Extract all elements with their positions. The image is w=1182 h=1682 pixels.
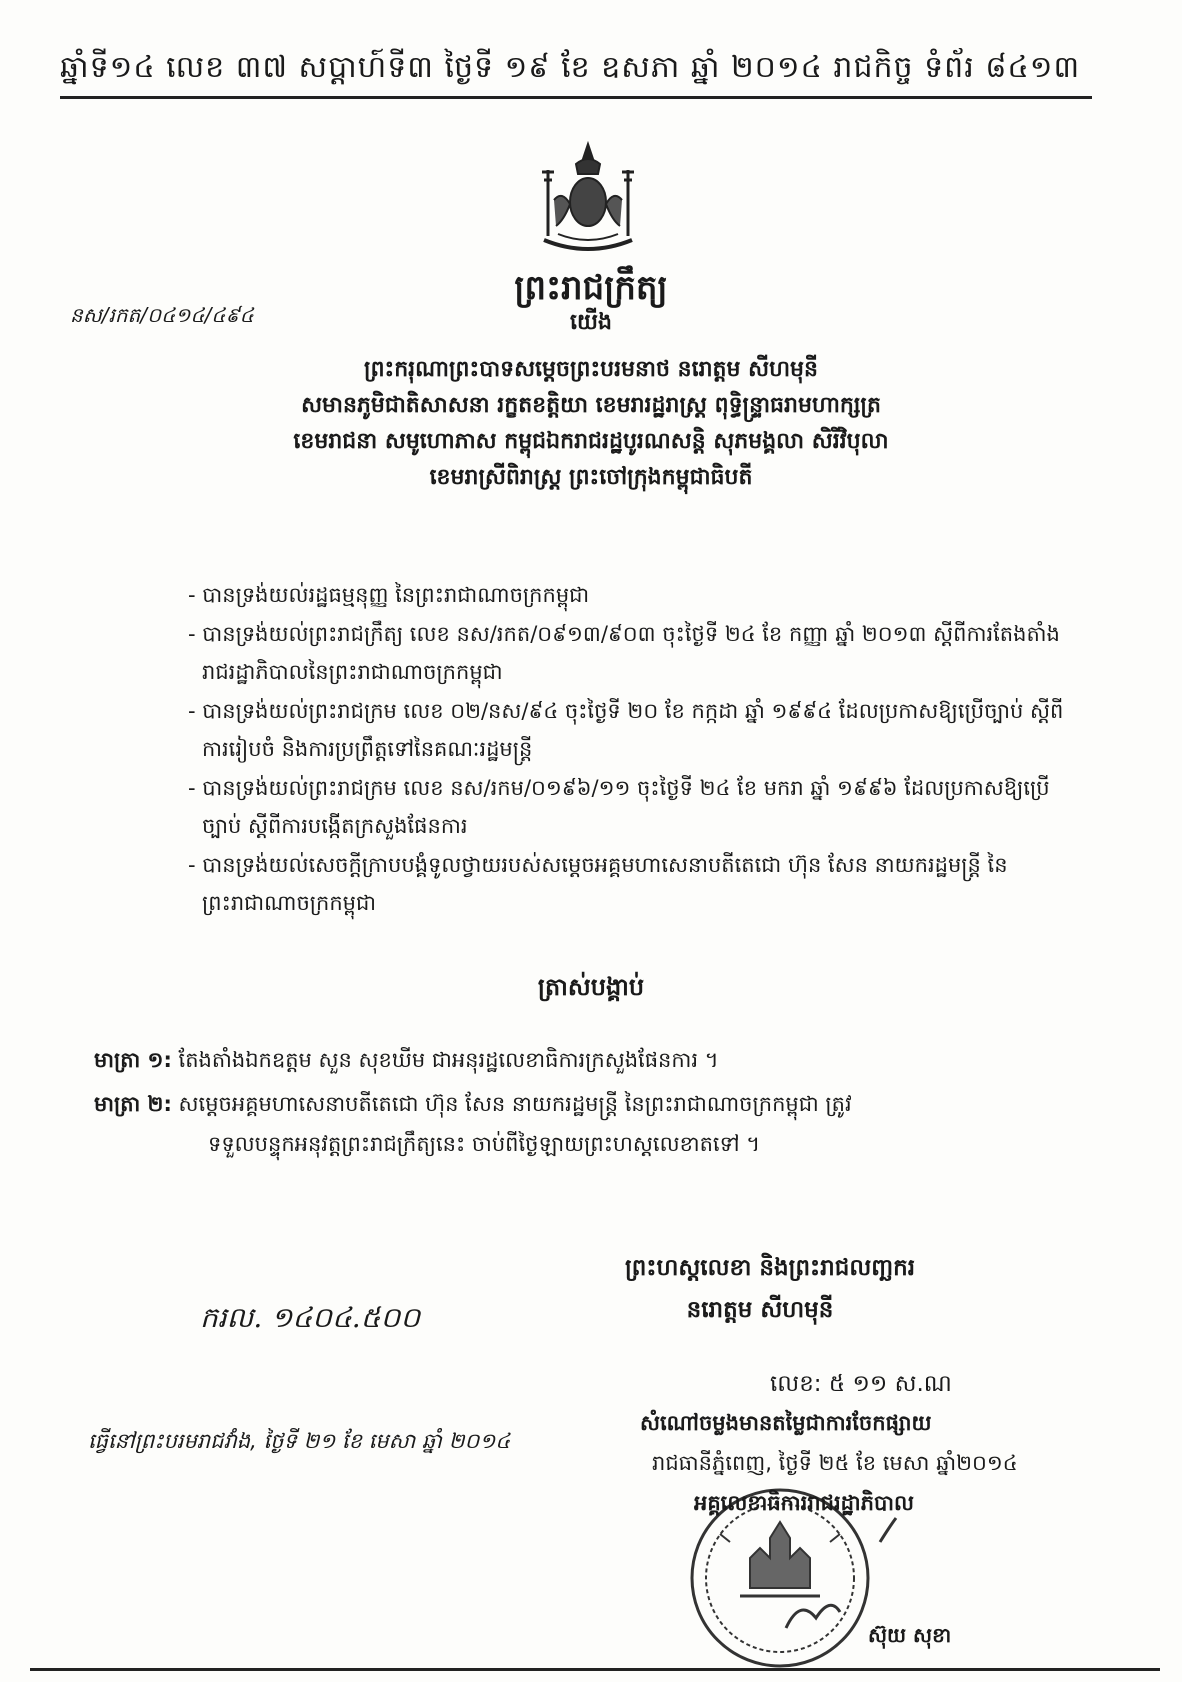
royal-title-line: ខេមរាស្រីពិរាស្ត្រ ព្រះចៅក្រុងកម្ពុជាធិបតី	[429, 465, 753, 490]
article-label: មាត្រា ២:	[94, 1092, 172, 1116]
place-date: ធ្វើនៅព្រះបរមរាជវាំង, ថ្ងៃទី ២១ ខែ មេសា ឆ្នាំ ២០១៤	[88, 1429, 511, 1453]
royal-title-line: ព្រះករុណាព្រះបាទសម្តេចព្រះបរមនាថ នរោត្តម សីហមុនី	[364, 357, 818, 382]
reference-item: - បានទ្រង់យល់ព្រះរាជក្រម លេខ នស/រកម/០១៩៦/១១ ចុះថ្ងៃទី ២៤ ខែ មករា ឆ្នាំ ១៩៩៦ ដែលប្រកាសឱ្យប្រើច្បាប់ ស្តីពីការបង្កើតក្រសួងផែនការ	[188, 776, 1050, 838]
handwritten-number: ករល. ១៤០៤.៥០០	[200, 1301, 421, 1334]
royal-title-line: សមានភូមិជាតិសាសនា រក្ខតខត្តិយា ខេមរារដ្ឋរាស្ត្រ ពុទ្ធិន្ទ្រាធរាមហាក្សត្រ	[301, 393, 881, 418]
legal-references	[188, 576, 1078, 923]
article-text: តែងតាំងឯកឧត្តម សួន សុខឃីម ជាអនុរដ្ឋលេខាធិការក្រសួងផែនការ ។	[178, 1048, 719, 1072]
we-heading: យើង	[570, 310, 612, 335]
article-2	[94, 1084, 1094, 1164]
header-divider	[60, 96, 1092, 99]
signature-name: នរោត្តម សីហមុនី	[686, 1297, 834, 1323]
signature-title: ព្រះហស្តលេខា និងព្រះរាជលញ្ឆករ	[624, 1255, 916, 1281]
royal-coat-of-arms-icon	[518, 140, 658, 260]
royal-titles	[150, 352, 1032, 496]
gazette-header: ឆ្នាំទី១៤ លេខ ៣៧ សប្តាហ៍ទី៣ ថ្ងៃទី ១៩ ខែ ឧសភា ឆ្នាំ ២០១៤ រាជកិច្ច ទំព័រ ៨៤១៣	[60, 50, 1081, 85]
reference-item: - បានទ្រង់យល់រដ្ឋធម្មនុញ្ញ នៃព្រះរាជាណាចក្រកម្ពុជា	[188, 583, 590, 607]
certification-number: លេខ: ៥ ១១ ស.ណ	[770, 1371, 952, 1397]
certification-text: សំណៅចម្លងមានតម្លៃជាការចែកផ្សាយ	[640, 1411, 932, 1435]
royal-title-line: ខេមរាជនា សមូហោភាស កម្ពុជឯករាជរដ្ឋបូរណសន្តិ សុភមង្គលា សិរីវិបុលា	[293, 429, 889, 454]
articles	[94, 1040, 1094, 1168]
certification-date: រាជធានីភ្នំពេញ, ថ្ងៃទី ២៥ ខែ មេសា ឆ្នាំ២០១៤	[652, 1451, 1018, 1475]
certification-office: អគ្គលេខាធិការរាជរដ្ឋាភិបាល	[694, 1491, 914, 1515]
reference-item: - បានទ្រង់យល់ព្រះរាជក្រឹត្យ លេខ នស/រកត/០៩១៣/៩០៣ ចុះថ្ងៃទី ២៤ ខែ កញ្ញា ឆ្នាំ ២០១៣ ស្តីពីការតែងតាំងរាជរដ្ឋាភិបាលនៃព្រះរាជាណាចក្រកម្ពុជា	[188, 622, 1060, 684]
article-continuation: ទទួលបន្ទុកអនុវត្តព្រះរាជក្រឹត្យនេះ ចាប់ពីថ្ងៃឡាយព្រះហស្តលេខាតទៅ ។	[208, 1132, 761, 1156]
article-label: មាត្រា ១:	[94, 1048, 172, 1072]
article-1	[94, 1040, 1094, 1080]
article-text: សម្តេចអគ្គមហាសេនាបតីតេជោ ហ៊ុន សែន នាយករដ្ឋមន្ត្រី នៃព្រះរាជាណាចក្រកម្ពុជា ត្រូវ	[178, 1092, 852, 1116]
reference-number: នស/រកត/០៤១៤/៤៩៤	[70, 303, 254, 327]
footer-divider	[30, 1668, 1160, 1671]
certification-signer: ស៊ុយ សុខា	[868, 1623, 952, 1647]
decree-title: ព្រះរាជក្រឹត្យ	[514, 268, 668, 308]
decree-heading: ត្រាស់បង្គាប់	[537, 973, 645, 1001]
reference-item: - បានទ្រង់យល់ព្រះរាជក្រម លេខ ០២/នស/៩៤ ចុះថ្ងៃទី ២០ ខែ កក្កដា ឆ្នាំ ១៩៩៤ ដែលប្រកាសឱ្យប្រើច្បាប់ ស្តីពីការរៀបចំ និងការប្រព្រឹត្តទៅនៃគណៈរដ្ឋមន្ត្រី	[188, 699, 1064, 761]
reference-item: - បានទ្រង់យល់សេចក្តីក្រាបបង្គំទូលថ្វាយរបស់សម្តេចអគ្គមហាសេនាបតីតេជោ ហ៊ុន សែន នាយករដ្ឋមន្ត្រី នៃព្រះរាជាណាចក្រកម្ពុជា	[188, 853, 1008, 915]
